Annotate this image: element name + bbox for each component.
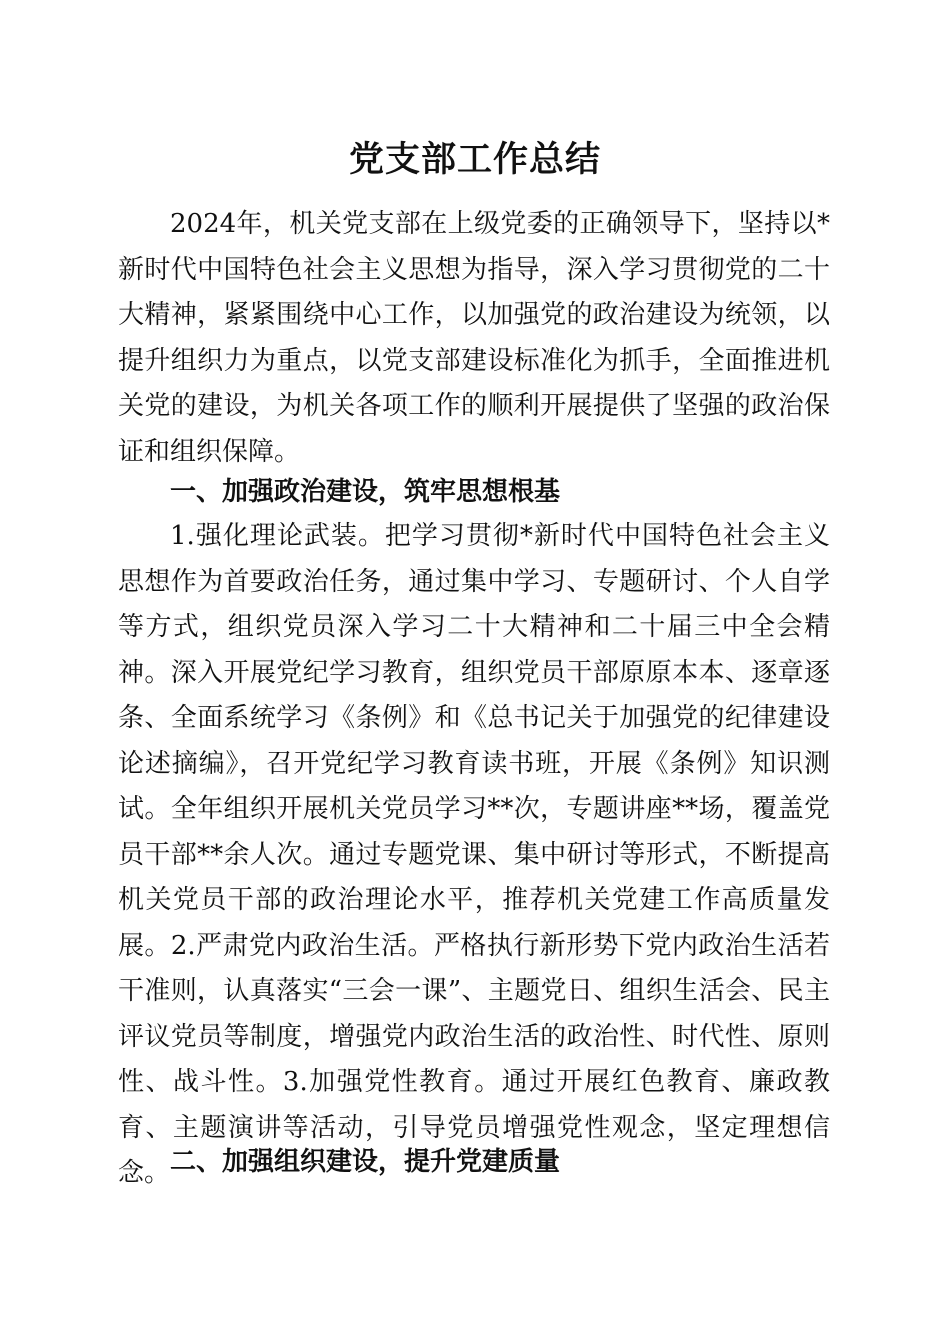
document-title: 党支部工作总结 xyxy=(348,139,601,180)
section-1-paragraph: 1.强化理论武装。把学习贯彻*新时代中国特色社会主义思想作为首要政治任务，通过集中学习、专题研讨、个人自学等方式，组织党员深入学习二十大精神和二十届三中全会精神。深入开展党纪学习教育，组织党员干部原原本本、逐章逐条、全面系统学习《条例》和《总书记关于加强党的纪律建设论述摘编》，召开党纪学习教育读书班，开展《条例》知识测试。全年组织开展机关党员学习**次，专题讲座**场，覆盖党员干部**余人次。通过专题党课、集中研讨等形式，不断提高机关党员干部的政治理论水平，推荐机关党建工作高质量发展。2.严肃党内政治生活。严格执行新形势下党内政治生活若干准则，认真落实“三会一课”、主题党日、组织生活会、民主评议党员等制度，增强党内政治生活的政治性、时代性、原则性、战斗性。3.加强党性教育。通过开展红色教育、廉政教育、主题演讲等活动，引导党员增强党性观念，坚定理想信念。 xyxy=(118,521,830,1188)
section-heading-2: 二、加强组织建设，提升党建质量 xyxy=(170,1147,561,1177)
intro-paragraph: 2024年，机关党支部在上级党委的正确领导下，坚持以*新时代中国特色社会主义思想为指导，深入学习贯彻党的二十大精神，紧紧围绕中心工作，以加强党的政治建设为统领，以提升组织力为重点，以党支部建设标准化为抓手，全面推进机关党的建设，为机关各项工作的顺利开展提供了坚强的政治保证和组织保障。 xyxy=(118,209,830,467)
section-heading-1: 一、加强政治建设，筑牢思想根基 xyxy=(170,477,561,507)
